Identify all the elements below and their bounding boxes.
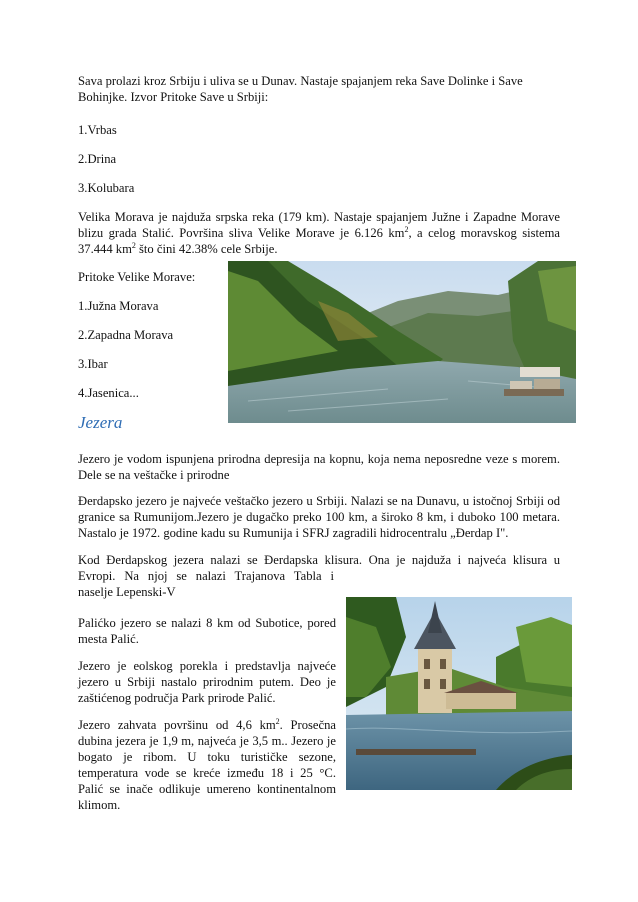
river-valley-image (228, 261, 576, 423)
lakes-definition: Jezero je vodom ispunjena prirodna depresija na kopnu, koja nema neposredne veze s morem. Dele se na veštačke i prirodne (78, 452, 560, 482)
morava-tributary-1: 1.Južna Morava (78, 299, 159, 313)
morava-river-photo (228, 261, 576, 423)
sava-tributary-3: 3.Kolubara (78, 181, 135, 195)
palic-lake-photo (346, 597, 572, 790)
morava-tributaries-intro: Pritoke Velike Morave: (78, 270, 196, 284)
djerdap-lake-paragraph: Đerdapsko jezero je najveće veštačko jezero u Srbiji. Nalazi se na Dunavu, u istočnoj Srbiji od granice sa Rumunijom.Jezero je dugačko preko 100 km, a široko 8 km, i duboko 100 metara. Nastalo je 1972. godine kadu su Rumunija i SFRJ zagradili hidrocentralu „Đerdap I". (78, 494, 560, 540)
morava-tributary-3: 3.Ibar (78, 357, 108, 371)
section-heading-jezera: Jezera (78, 413, 123, 432)
morava-tributary-2: 2.Zapadna Morava (78, 328, 174, 342)
gorge-line-2: Evropi. Na njoj se nalazi Trajanova Tabla i (78, 569, 334, 583)
palic-details: Jezero zahvata površinu od 4,6 $km^2$. Prosečna dubina jezera je 1,9 m, najveća je 3,5 m.. Jezero je bogato je ribom. U toku turističke sezone, temperatura vode se kreće između 18 i 25 °C. Palić se inače odlikuje umereno kontinentalnom klimom. (78, 716, 336, 812)
sava-line-2: Bohinjke. Izvor Pritoke Save u Srbiji: (78, 90, 269, 104)
palic-origin: Jezero je eolskog porekla i predstavlja najveće jezero u Srbiji nastalo prirodnim putem. Deo je zaštićenog područja Park prirode Palić. (78, 659, 336, 705)
sava-line-1: Sava prolazi kroz Srbiju i uliva se u Dunav. Nastaje spajanjem reka Save Dolinke i Save (78, 74, 523, 88)
palic-tower-image (346, 597, 572, 790)
gorge-paragraph (78, 552, 564, 600)
sava-tributary-1: 1.Vrbas (78, 123, 117, 137)
gorge-line-3: naselje Lepenski-V (78, 585, 176, 599)
palic-location: Palićko jezero se nalazi 8 km od Subotice, pored mesta Palić. (78, 616, 336, 646)
sava-paragraph (78, 73, 568, 105)
sava-tributary-2: 2.Drina (78, 152, 117, 166)
morava-tributary-4: 4.Jasenica... (78, 386, 139, 400)
morava-paragraph: Velika Morava je najduža srpska reka (179 km). Nastaje spajanjem Južne i Zapadne Morave blizu grada Stalić. Površina sliva Velike Morave je 6.126 $km^2$, a celog moravskog sistema 37.444 $km^2$ što čini 42.38% cele Srbije. (78, 210, 560, 256)
gorge-line-1: Kod Đerdapskog jezera nalazi se Đerdapska klisura. Ona je najduža i najveća klisura u (78, 553, 560, 567)
